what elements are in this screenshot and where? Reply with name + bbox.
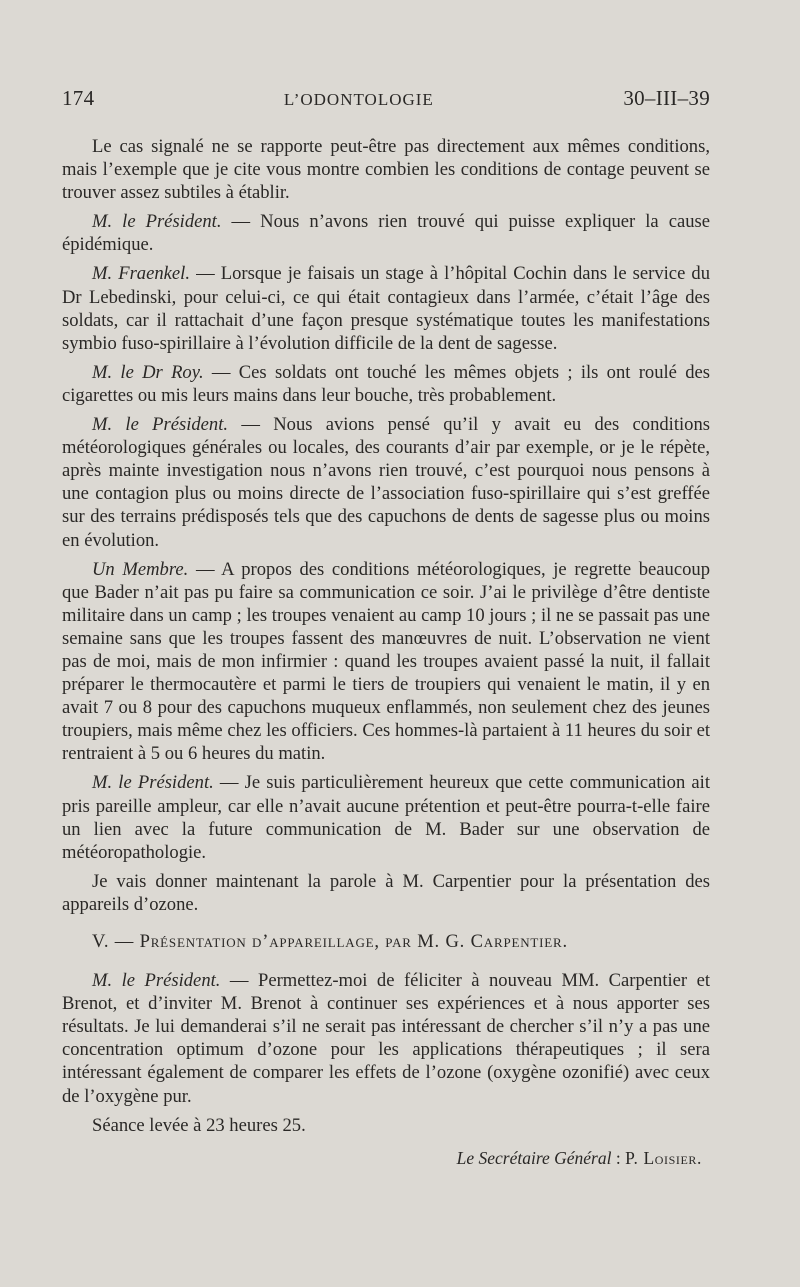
paragraph	[62, 210, 710, 256]
paragraph	[62, 135, 710, 204]
paragraph-text: Séance levée à 23 heures 25.	[92, 1114, 306, 1136]
paragraph-text: — Nous n’avons rien trouvé qui puisse expliquer la cause épidémique.	[62, 211, 710, 256]
paragraph	[62, 558, 710, 766]
paragraph	[62, 771, 710, 863]
speaker: M. le Dr Roy.	[92, 361, 204, 383]
body-text	[62, 135, 710, 1170]
speaker: M. le Président.	[92, 211, 222, 233]
speaker: M. le Président.	[92, 414, 229, 436]
paragraph	[62, 413, 710, 552]
paragraph	[62, 969, 710, 1108]
speaker: M. Fraenkel.	[92, 263, 190, 285]
paragraph-text: — Lorsque je faisais un stage à l’hôpital Cochin dans le service du Dr Lebedinski, pour celui-ci, ce qui était contagieux dans l’armée, c’était l’âge des soldats, car il rattachait d’une façon presque systématique toutes les manifestations symbio fuso-spirillaire à l’évolution difficile de la dent de sagesse.	[62, 263, 710, 354]
paragraph	[62, 870, 710, 916]
signature-separator: :	[611, 1147, 626, 1168]
page-header	[62, 86, 710, 111]
paragraph-text: — Permettez-moi de féliciter à nouveau MM. Carpentier et Brenot, et d’inviter M. Brenot à continuer ses expériences et à nous apporter ses résultats. Je lui demanderai s’il ne serait pas intéressant de chercher s’il n’y a pas une concentration optimum d’ozone pour les applications thérapeutiques ; il sera intéressant également de comparer les effets de l’ozone (oxygène ozonifié) avec ceux de l’oxygène pur.	[62, 970, 711, 1107]
paragraph	[62, 361, 710, 407]
paragraph-text: — Ces soldats ont touché les mêmes objets ; ils ont roulé des cigarettes ou mis leurs mains dans leur bouche, très probablement.	[62, 361, 710, 406]
page-number: 174	[62, 86, 95, 110]
speaker: M. le Président.	[92, 772, 214, 794]
paragraph	[62, 1114, 710, 1137]
journal-title: L’ODONTOLOGIE	[283, 90, 434, 109]
section-title: V. — Présentation d’appareillage, par M. G. Carpentier.	[92, 931, 568, 952]
signature-name: P. Loisier.	[625, 1147, 702, 1168]
signature	[62, 1147, 710, 1170]
paragraph-text: — Je suis particulièrement heureux que cette communication ait pris pareille ampleur, car elle n’avait aucune prétention et peut-être pourra-t-elle faire un lien avec la future communication de M. Bader sur une observation de météoropathologie.	[62, 772, 710, 863]
paragraph-text: — Nous avions pensé qu’il y avait eu des conditions météorologiques générales ou locales, des courants d’air par exemple, or je le répète, après mainte investigation nous n’avons rien trouvé, c’est pourquoi nous pensons à une contagion plus ou moins directe de l’association fuso-spirillaire qui s’est greffée sur des terrains prédisposés tels que des capuchons de dents de sagesse plus ou moins en évolution.	[62, 414, 710, 551]
signature-role: Le Secrétaire Général	[456, 1147, 612, 1168]
paragraph-text: Je vais donner maintenant la parole à M. Carpentier pour la présentation des appareils d’ozone.	[62, 870, 710, 915]
speaker: Un Membre.	[92, 558, 189, 580]
paragraph-text: Le cas signalé ne se rapporte peut-être pas directement aux mêmes conditions, mais l’exemple que je cite vous montre combien les conditions de contage peuvent se trouver assez subtiles à établir.	[62, 136, 710, 204]
paragraph-text: — A propos des conditions météorologiques, je regrette beaucoup que Bader n’ait pas pu faire sa communication ce soir. J’ai le privilège d’être dentiste militaire dans un camp ; les troupes venaient au camp 10 jours ; il ne se passait pas une semaine sans que les troupes fassent des manœuvres de nuit. L’observation ne vient pas de moi, mais de mon infirmier : quand les troupes avaient passé la nuit, il fallait préparer le thermocautère et parmi le tiers de troupiers qui venaient le matin, il y en avait 7 ou 8 pour des capuchons muqueux enflammés, non seulement chez des jeunes troupiers, mais même chez les officiers. Ces hommes-là partaient à 11 heures du soir et rentraient à 5 ou 6 heures du matin.	[62, 558, 710, 765]
speaker: M. le Président.	[92, 970, 221, 992]
issue-date: 30–III–39	[623, 86, 710, 110]
paragraph	[62, 262, 710, 354]
